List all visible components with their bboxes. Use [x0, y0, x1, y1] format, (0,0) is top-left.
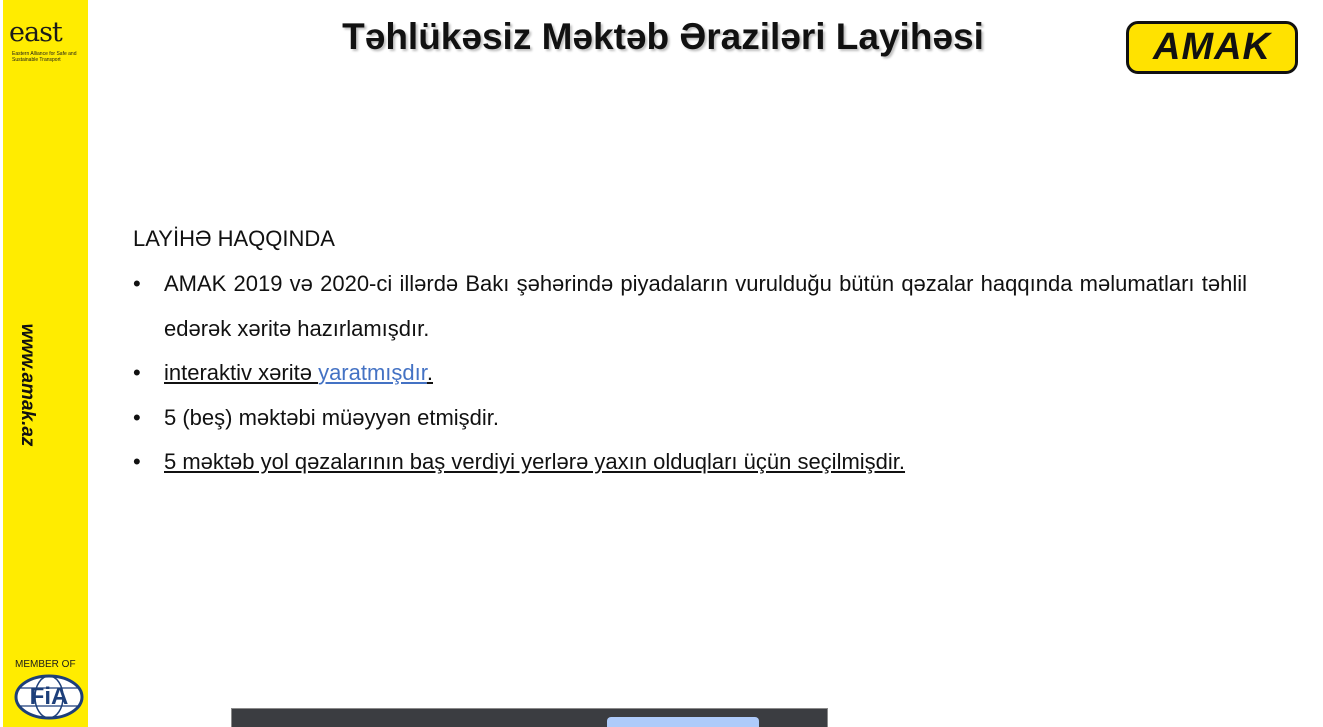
bullet-dot-icon: • [133, 271, 141, 296]
bullet-item [133, 351, 1247, 396]
bullet-item [133, 440, 1247, 485]
amak-logo-text: AMAK [1153, 26, 1271, 68]
sidebar-band [3, 0, 88, 727]
bullet-text: interaktiv xəritə [164, 360, 319, 385]
website-url: www.amak.az [17, 323, 38, 447]
embedded-button [607, 717, 759, 727]
fia-logo [14, 674, 84, 720]
slide-title: Təhlükəsiz Məktəb Əraziləri Layihəsi [342, 16, 984, 57]
east-logo-word: east [9, 17, 62, 48]
bullet-item [133, 262, 1247, 351]
bullet-dot-icon: • [133, 404, 141, 430]
bullet-dot-icon: • [133, 449, 141, 474]
bullet-text-suffix: . [426, 360, 433, 385]
bullet-item [133, 396, 1247, 441]
bullet-dot-icon: • [133, 360, 141, 385]
bullet-text: AMAK 2019 və 2020-ci illərdə Bakı şəhərində piyadaların vurulduğu bütün qəzalar haqqında məlumatları təhlil edərək xəritə hazırlamışdır. [164, 271, 1247, 341]
embedded-screenshot [231, 708, 828, 727]
fia-logo-text: FiA [29, 683, 69, 710]
bullet-list [133, 262, 1247, 485]
member-of-label: MEMBER OF [15, 659, 76, 670]
map-link[interactable]: yaratmışdır [318, 360, 427, 385]
bullet-text: 5 məktəb yol qəzalarının baş verdiyi yerlərə yaxın olduqları üçün seçilmişdir. [164, 449, 906, 474]
east-logo-subtitle: Eastern Alliance for Safe and Sustainable Transport [12, 51, 77, 63]
section-heading: LAYİHƏ HAQQINDA [133, 226, 335, 251]
amak-logo [1126, 21, 1298, 74]
east-logo [9, 18, 89, 68]
bullet-text: 5 (beş) məktəbi müəyyən etmişdir. [164, 404, 500, 430]
